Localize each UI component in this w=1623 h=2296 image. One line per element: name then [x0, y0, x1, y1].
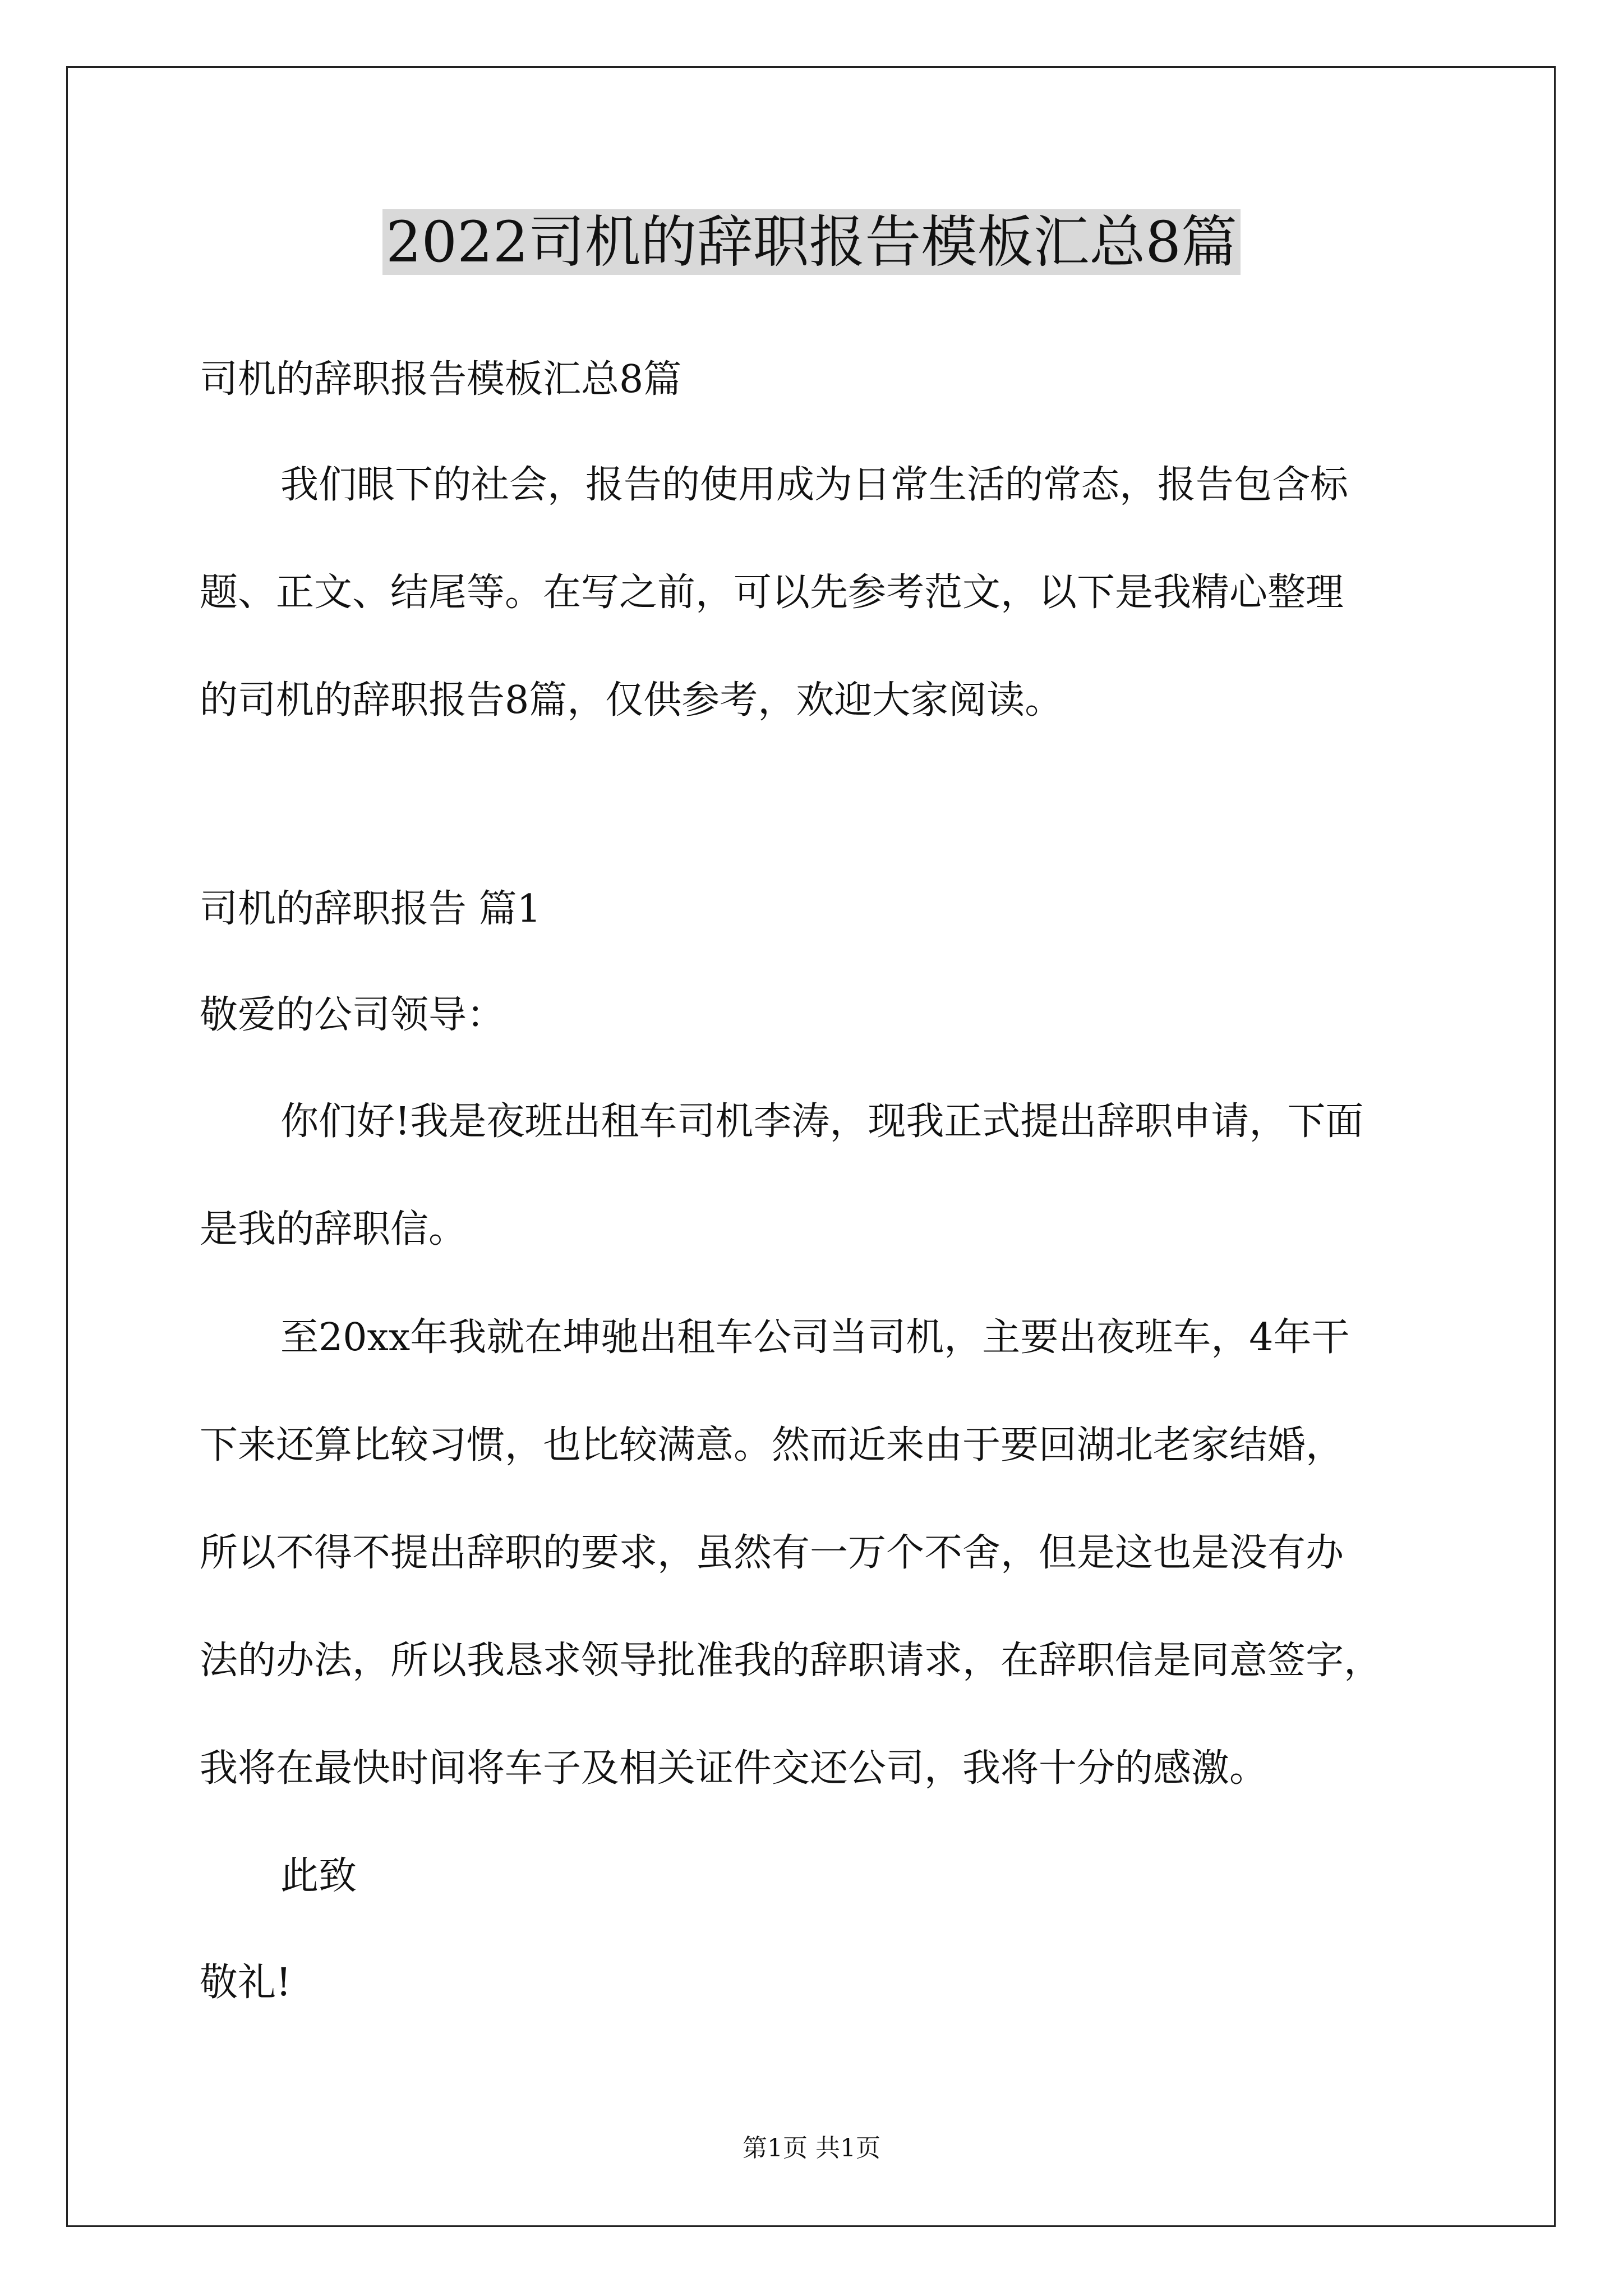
salutation: 敬爱的公司领导：	[200, 993, 505, 1037]
intro-line-1: 我们眼下的社会，报告的使用成为日常生活的常态，报告包含标	[280, 463, 1349, 507]
document-subtitle: 司机的辞职报告模板汇总8篇	[200, 357, 682, 402]
closing: 此致	[280, 1854, 357, 1898]
document-title-text: 2022司机的辞职报告模板汇总8篇	[382, 209, 1241, 275]
section-heading: 司机的辞职报告 篇1	[200, 887, 541, 931]
paragraph2-line-1: 至20xx年我就在坤驰出租车公司当司机，主要出夜班车，4年干	[280, 1315, 1350, 1360]
paragraph1-line-1: 你们好!我是夜班出租车司机李涛，现我正式提出辞职申请，下面	[280, 1099, 1364, 1144]
regards: 敬礼!	[200, 1961, 292, 2005]
paragraph2-line-4: 法的办法，所以我恳求领导批准我的辞职请求，在辞职信是同意签字，	[200, 1639, 1382, 1683]
page-number-footer: 第1页 共1页	[743, 2134, 880, 2162]
paragraph2-line-2: 下来还算比较习惯，也比较满意。然而近来由于要回湖北老家结婚，	[200, 1423, 1344, 1467]
paragraph2-line-5: 我将在最快时间将车子及相关证件交还公司，我将十分的感激。	[200, 1746, 1268, 1791]
document-title	[0, 203, 1623, 282]
paragraph2-line-3: 所以不得不提出辞职的要求，虽然有一万个不舍，但是这也是没有办	[200, 1531, 1344, 1575]
intro-line-2: 题、正文、结尾等。在写之前，可以先参考范文，以下是我精心整理	[200, 570, 1344, 615]
intro-line-3: 的司机的辞职报告8篇，仅供参考，欢迎大家阅读。	[200, 678, 1063, 723]
paragraph1-line-2: 是我的辞职信。	[200, 1207, 467, 1251]
